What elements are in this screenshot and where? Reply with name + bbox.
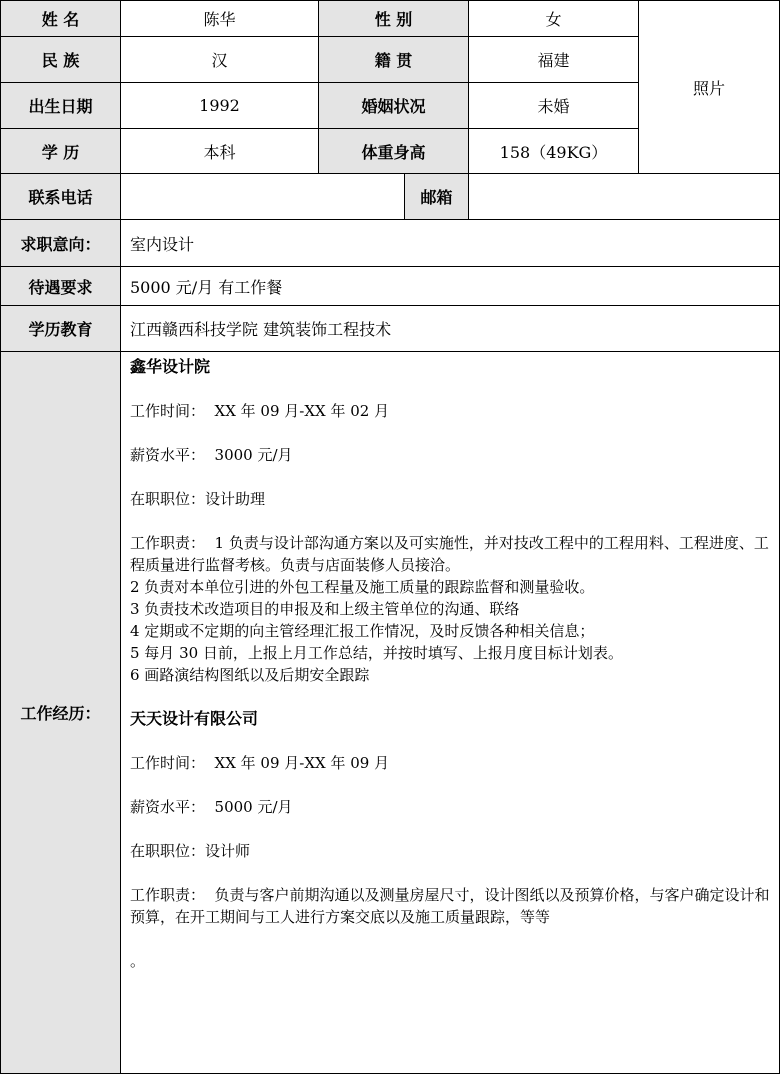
education-level-label: 学 历 <box>0 128 121 174</box>
gender-value: 女 <box>468 0 639 37</box>
name-value: 陈华 <box>120 0 319 37</box>
job-duty: 2 负责对本单位引进的外包工程量及施工质量的跟踪监督和测量验收。 <box>130 578 595 596</box>
phone-label: 联系电话 <box>0 173 121 220</box>
job-duty: 5 每月 30 日前，上报上月工作总结，并按时填写、上报月度目标计划表。 <box>130 644 623 662</box>
job-duty: 4 定期或不定期的向主管经理汇报工作情况，及时反馈各种相关信息； <box>130 622 595 640</box>
job-duty: 工作职责： 1 负责与设计部沟通方案以及可实施性，并对技改工程中的工程用料、工程进度、工程质量进行监督考核。负责与店面装修人员接洽。 <box>130 534 769 574</box>
job-duty: 6 画路演结构图纸以及后期安全跟踪 <box>130 666 370 684</box>
job-pay: 薪资水平： 5000 元/月 <box>130 798 293 816</box>
intent-label: 求职意向： <box>0 219 121 267</box>
education-level-value: 本科 <box>120 128 319 174</box>
job-duty: 3 负责技术改造项目的申报及和上级主管单位的沟通、联络 <box>130 600 520 618</box>
job-position: 在职职位：设计师 <box>130 842 251 860</box>
email-value <box>468 173 780 220</box>
salary-value: 5000 元/月 有工作餐 <box>120 266 780 306</box>
education-label: 学历教育 <box>0 305 121 352</box>
email-label: 邮箱 <box>404 173 469 220</box>
gender-label: 性 别 <box>318 0 469 37</box>
body-label: 体重身高 <box>318 128 469 174</box>
job-time: 工作时间： XX 年 09 月-XX 年 09 月 <box>130 754 390 772</box>
salary-label: 待遇要求 <box>0 266 121 306</box>
phone-value <box>120 173 405 220</box>
marital-label: 婚姻状况 <box>318 82 469 129</box>
education-value: 江西赣西科技学院 建筑装饰工程技术 <box>120 305 780 352</box>
photo-placeholder: 照片 <box>638 0 780 174</box>
marital-value: 未婚 <box>468 82 639 129</box>
company-name: 鑫华设计院 <box>130 357 211 376</box>
birth-value: 1992 <box>120 82 319 129</box>
job-duty: 。 <box>130 952 146 970</box>
company-name: 天天设计有限公司 <box>130 709 259 728</box>
job-duty: 工作职责： 负责与客户前期沟通以及测量房屋尺寸，设计图纸以及预算价格，与客户确定设计和预算，在开工期间与工人进行方案交底以及施工质量跟踪，等等 <box>130 886 770 926</box>
name-label: 姓 名 <box>0 0 121 37</box>
origin-value: 福建 <box>468 36 639 83</box>
intent-value: 室内设计 <box>120 219 780 267</box>
birth-label: 出生日期 <box>0 82 121 129</box>
origin-label: 籍 贯 <box>318 36 469 83</box>
body-value: 158（49KG） <box>468 128 639 174</box>
job-pay: 薪资水平： 3000 元/月 <box>130 446 293 464</box>
ethnic-value: 汉 <box>120 36 319 83</box>
job-position: 在职职位：设计助理 <box>130 490 266 508</box>
ethnic-label: 民 族 <box>0 36 121 83</box>
job-time: 工作时间： XX 年 09 月-XX 年 02 月 <box>130 402 390 420</box>
experience-label: 工作经历： <box>0 351 121 1074</box>
experience-content <box>120 351 780 1074</box>
